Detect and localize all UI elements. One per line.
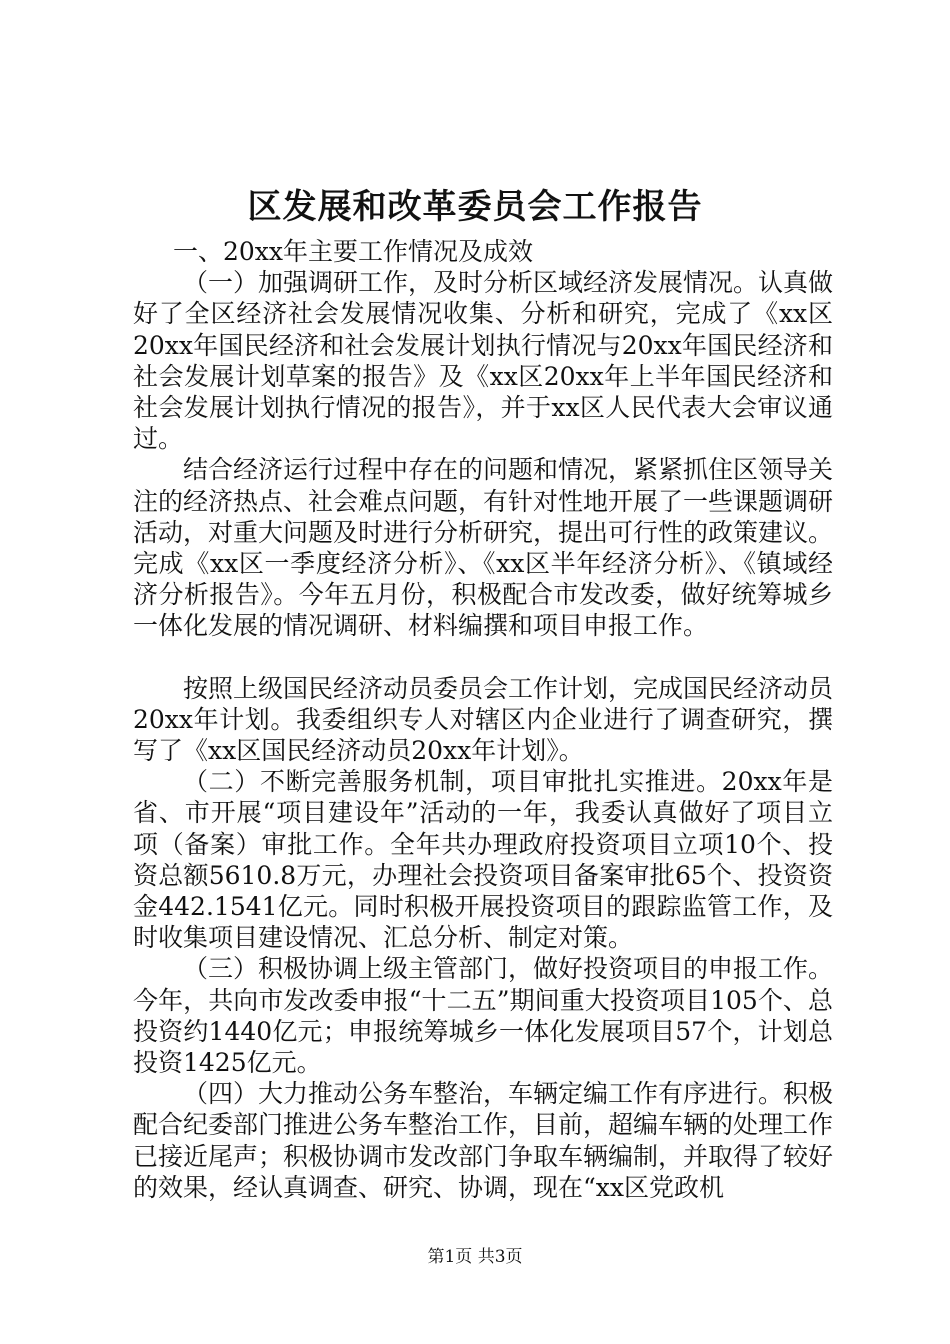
paragraph-vehicles: （四）大力推动公务车整治，车辆定编工作有序进行。积极配合纪委部门推进公务车整治工作，目前，超编车辆的处理工作已接近尾声；积极协调市发改部门争取车辆编制，并取得了较好的效果，经认真调查、研究、协调，现在“xx区党政机 [133,1079,834,1202]
section-heading: 一、20xx年主要工作情况及成效 [173,237,534,266]
document-title: 区发展和改革委员会工作报告 [247,187,703,227]
paragraph-approval: （二）不断完善服务机制，项目审批扎实推进。20xx年是省、市开展“项目建设年”活动的一年，我委认真做好了项目立项（备案）审批工作。全年共办理政府投资项目立项10个、投资总额5610.8万元，办理社会投资项目备案审批65个、投资资金442.1541亿元。同时积极开展投资项目的跟踪监管工作，及时收集项目建设情况、汇总分析、制定对策。 [133,767,833,953]
paragraph-declaration: （三）积极协调上级主管部门，做好投资项目的申报工作。今年，共向市发改委申报“十二五”期间重大投资项目105个、总投资约1440亿元；申报统筹城乡一体化发展项目57个，计划总投资1425亿元。 [133,954,834,1078]
page-number: 第1页 共3页 [427,1247,523,1267]
document-body [133,236,833,1203]
paragraph-mobilization: 按照上级国民经济动员委员会工作计划，完成国民经济动员20xx年计划。我委组织专人对辖区内企业进行了调查研究，撰写了《xx区国民经济动员20xx年计划》。 [133,673,834,766]
paragraph-research: （一）加强调研工作，及时分析区域经济发展情况。认真做好了全区经济社会发展情况收集、分析和研究，完成了《xx区20xx年国民经济和社会发展计划执行情况与20xx年国民经济和社会发展计划草案的报告》及《xx区20xx年上半年国民经济和社会发展计划执行情况的报告》，并于xx区人民代表大会审议通过。 [133,268,834,454]
paragraph-analysis: 结合经济运行过程中存在的问题和情况，紧紧抓住区领导关注的经济热点、社会难点问题，有针对性地开展了一些课题调研活动，对重大问题及时进行分析研究，提出可行性的政策建议。完成《xx区一季度经济分析》、《xx区半年经济分析》、《镇域经济分析报告》。今年五月份，积极配合市发改委，做好统筹城乡一体化发展的情况调研、材料编撰和项目申报工作。 [133,455,834,641]
